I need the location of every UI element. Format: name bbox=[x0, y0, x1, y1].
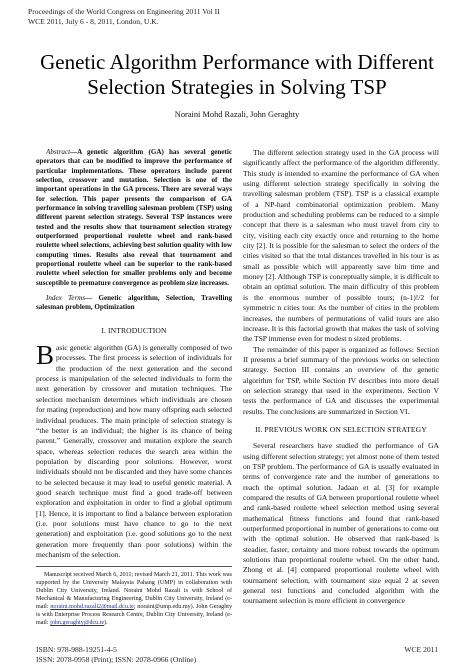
index-terms bbox=[36, 294, 232, 313]
abstract-text: —A genetic algorithm (GA) has several genetic operators that can be modified to improve the performance of particular implementations. These operators include parent selection, crossover and mutation. Selection is one of the important operations in the GA process. There are several ways for selection. This paper presents the comparison of GA performance in solving travelling salesman problem (TSP) using different parent selection strategy. Several TSP instances were tested and the results show that tournament selection strategy outperformed proportional roulette wheel and rank-based roulette wheel selections, achieving best solution quality with low computing times. Results also reveal that tournament and proportional roulette wheel can be superior to the rank-based roulette wheel selection for smaller problems only and become susceptible to premature convergence as problem size increases. bbox=[36, 148, 232, 287]
isbn: ISBN: 978-988-19251-4-5 bbox=[36, 645, 117, 654]
paper-title bbox=[0, 50, 474, 100]
email-link-geraghty[interactable]: john.geraghty@dcu.ie bbox=[50, 620, 105, 627]
manuscript-footnote bbox=[36, 566, 232, 627]
right-column bbox=[243, 148, 439, 607]
authors: Noraini Mohd Razali, John Geraghty bbox=[174, 110, 300, 119]
proceedings-header bbox=[28, 7, 220, 27]
left-column bbox=[36, 148, 232, 627]
introduction-text: asic genetic algorithm (GA) is generally composed of two processes. The first process is selection of individuals for the production of the next generation and the second process is manipulation of the selected individuals to form the next generation by crossover and mutation techniques. The selection mechanism determines which individuals are chosen for mating (reproduction) and how many offspring each selected individual produces. The main principle of selection strategy is “the better is an individual; the higher is its chance of being parent.” Generally, crossover and mutation explore the search space, whereas selection reduces the search area within the population by discarding poor solutions. However, worst individuals should not be discarded and they have some chances to be selected because it may lead to useful genetic material. A good search technique must find a good trade-off between exploration and exploitation in order to find a global optimum [1]. Hence, it is important to find a balance between exploration (i.e. poor solutions must have chance to go to the next generation) and exploitation (i.e. good solutions go to the next generation more frequently than poor solutions) within the mechanism of the selection. bbox=[36, 343, 232, 559]
section-heading-previous-work: II. PREVIOUS WORK ON SELECTION STRATEGY bbox=[255, 424, 427, 434]
footnote-end: ). bbox=[104, 620, 108, 627]
body-paragraph-3: Several researchers have studied the performance of GA using different selection strategy; yet almost none of them tested on TSP problem. The performance of GA is usually evaluated in terms of convergence rate and the number of generations to reach the optimal solution. Jadaan et al. [3] for example compared the results of GA between proportional roulette wheel and rank-based roulette wheel selection method using several mathematical fitness functions and found that rank-based outperformed proportional in number of generations to come out with the optimal solution. He observed that rank-based is steadier, faster, certainty and more robust towards the optimum solutions than proportional roulette wheel. On the other hand, Zhong et al. [4] compared proportional roulette wheel with tournament selection, with tournament size equal 2 at seven general test functions and concluded algorithm with the tournament selection is more efficient in convergence bbox=[243, 441, 439, 606]
email-link-razali[interactable]: noraini.mohd.razali2@mail.dcu.ie bbox=[50, 604, 134, 611]
header-line-1: Proceedings of the World Congress on Engineering 2011 Vol II bbox=[28, 7, 220, 16]
body-paragraph-2: The remainder of this paper is organized as follows: Section II presents a brief summary of the previous works on selection strategy. Section III contains an overview of the genetic algorithm for TSP, while Section IV describes into more detail on selection strategy that used in the experiments. Section V tests the performance of GA and discusses the experimental results. The conclusions are summarized in Section VI. bbox=[243, 344, 439, 416]
abstract-lead: Abstract bbox=[46, 148, 71, 156]
abstract bbox=[36, 148, 232, 288]
section-heading-introduction: I. INTRODUCTION bbox=[101, 325, 167, 335]
footnote-text: Manuscript received March 6, 2011; revised March 21, 2011. This work was supported by the University Malaysia Pahang (UMP) in collaboration with Dublin City University, Ireland. Noraini Mohd Razali is with School of Mechanical & Manufacturing Engineering, Dublin City University, Ireland (e-mail: bbox=[36, 572, 232, 611]
header-line-2: WCE 2011, July 6 - 8, 2011, London, U.K. bbox=[28, 17, 159, 26]
body-paragraph-1: The different selection strategy used in the GA process will significantly affect the performance of the algorithm differently. This study is intended to examine the performance of GA when using different selection strategy specifically in solving the travelling salesman problem (TSP). TSP is a classical example of a NP-hard combinatorial optimization problem. Many production and scheduling problems can be reduced to a simple concept that there is a salesman who must travel from city to city, visiting each city exactly once and returning to the home city [2]. It is possible for the salesman to select the orders of the cities visited so that the total distances travelled in his tour is as small as possible which will apparently save him time and money [2]. Although TSP is conceptually simple, it is difficult to obtain an optimal solution. The main difficulty of this problem is the enormous number of possible tours; (n-1)!/2 for symmetric n cities tour. As the number of cities in the problem increases, the numbers of permutations of valid tours are also increase. It is this factorial growth that makes the task of solving the TSP immense even for modest n sized problems. bbox=[243, 148, 439, 344]
footnote-mid: ; noraini@ump.edu.my). John Geraghty is with Enterprise Process Research Centre, Dublin City University, Ireland (e-mail: bbox=[36, 604, 232, 627]
index-terms-lead: Index Terms bbox=[46, 294, 86, 303]
footer-conference: WCE 2011 bbox=[404, 645, 438, 654]
introduction-paragraph bbox=[36, 340, 232, 560]
footer-identifiers bbox=[36, 645, 196, 665]
index-terms-text: — Genetic algorithm, Selection, Travelling salesman problem, Optimization bbox=[36, 294, 232, 312]
drop-cap: B bbox=[36, 340, 55, 371]
issn: ISSN: 2078-0958 (Print); ISSN: 2078-0966 (Online) bbox=[36, 655, 197, 664]
title-line-1: Genetic Algorithm Performance with Different bbox=[40, 50, 434, 74]
title-line-2: Selection Strategies in Solving TSP bbox=[87, 75, 387, 99]
